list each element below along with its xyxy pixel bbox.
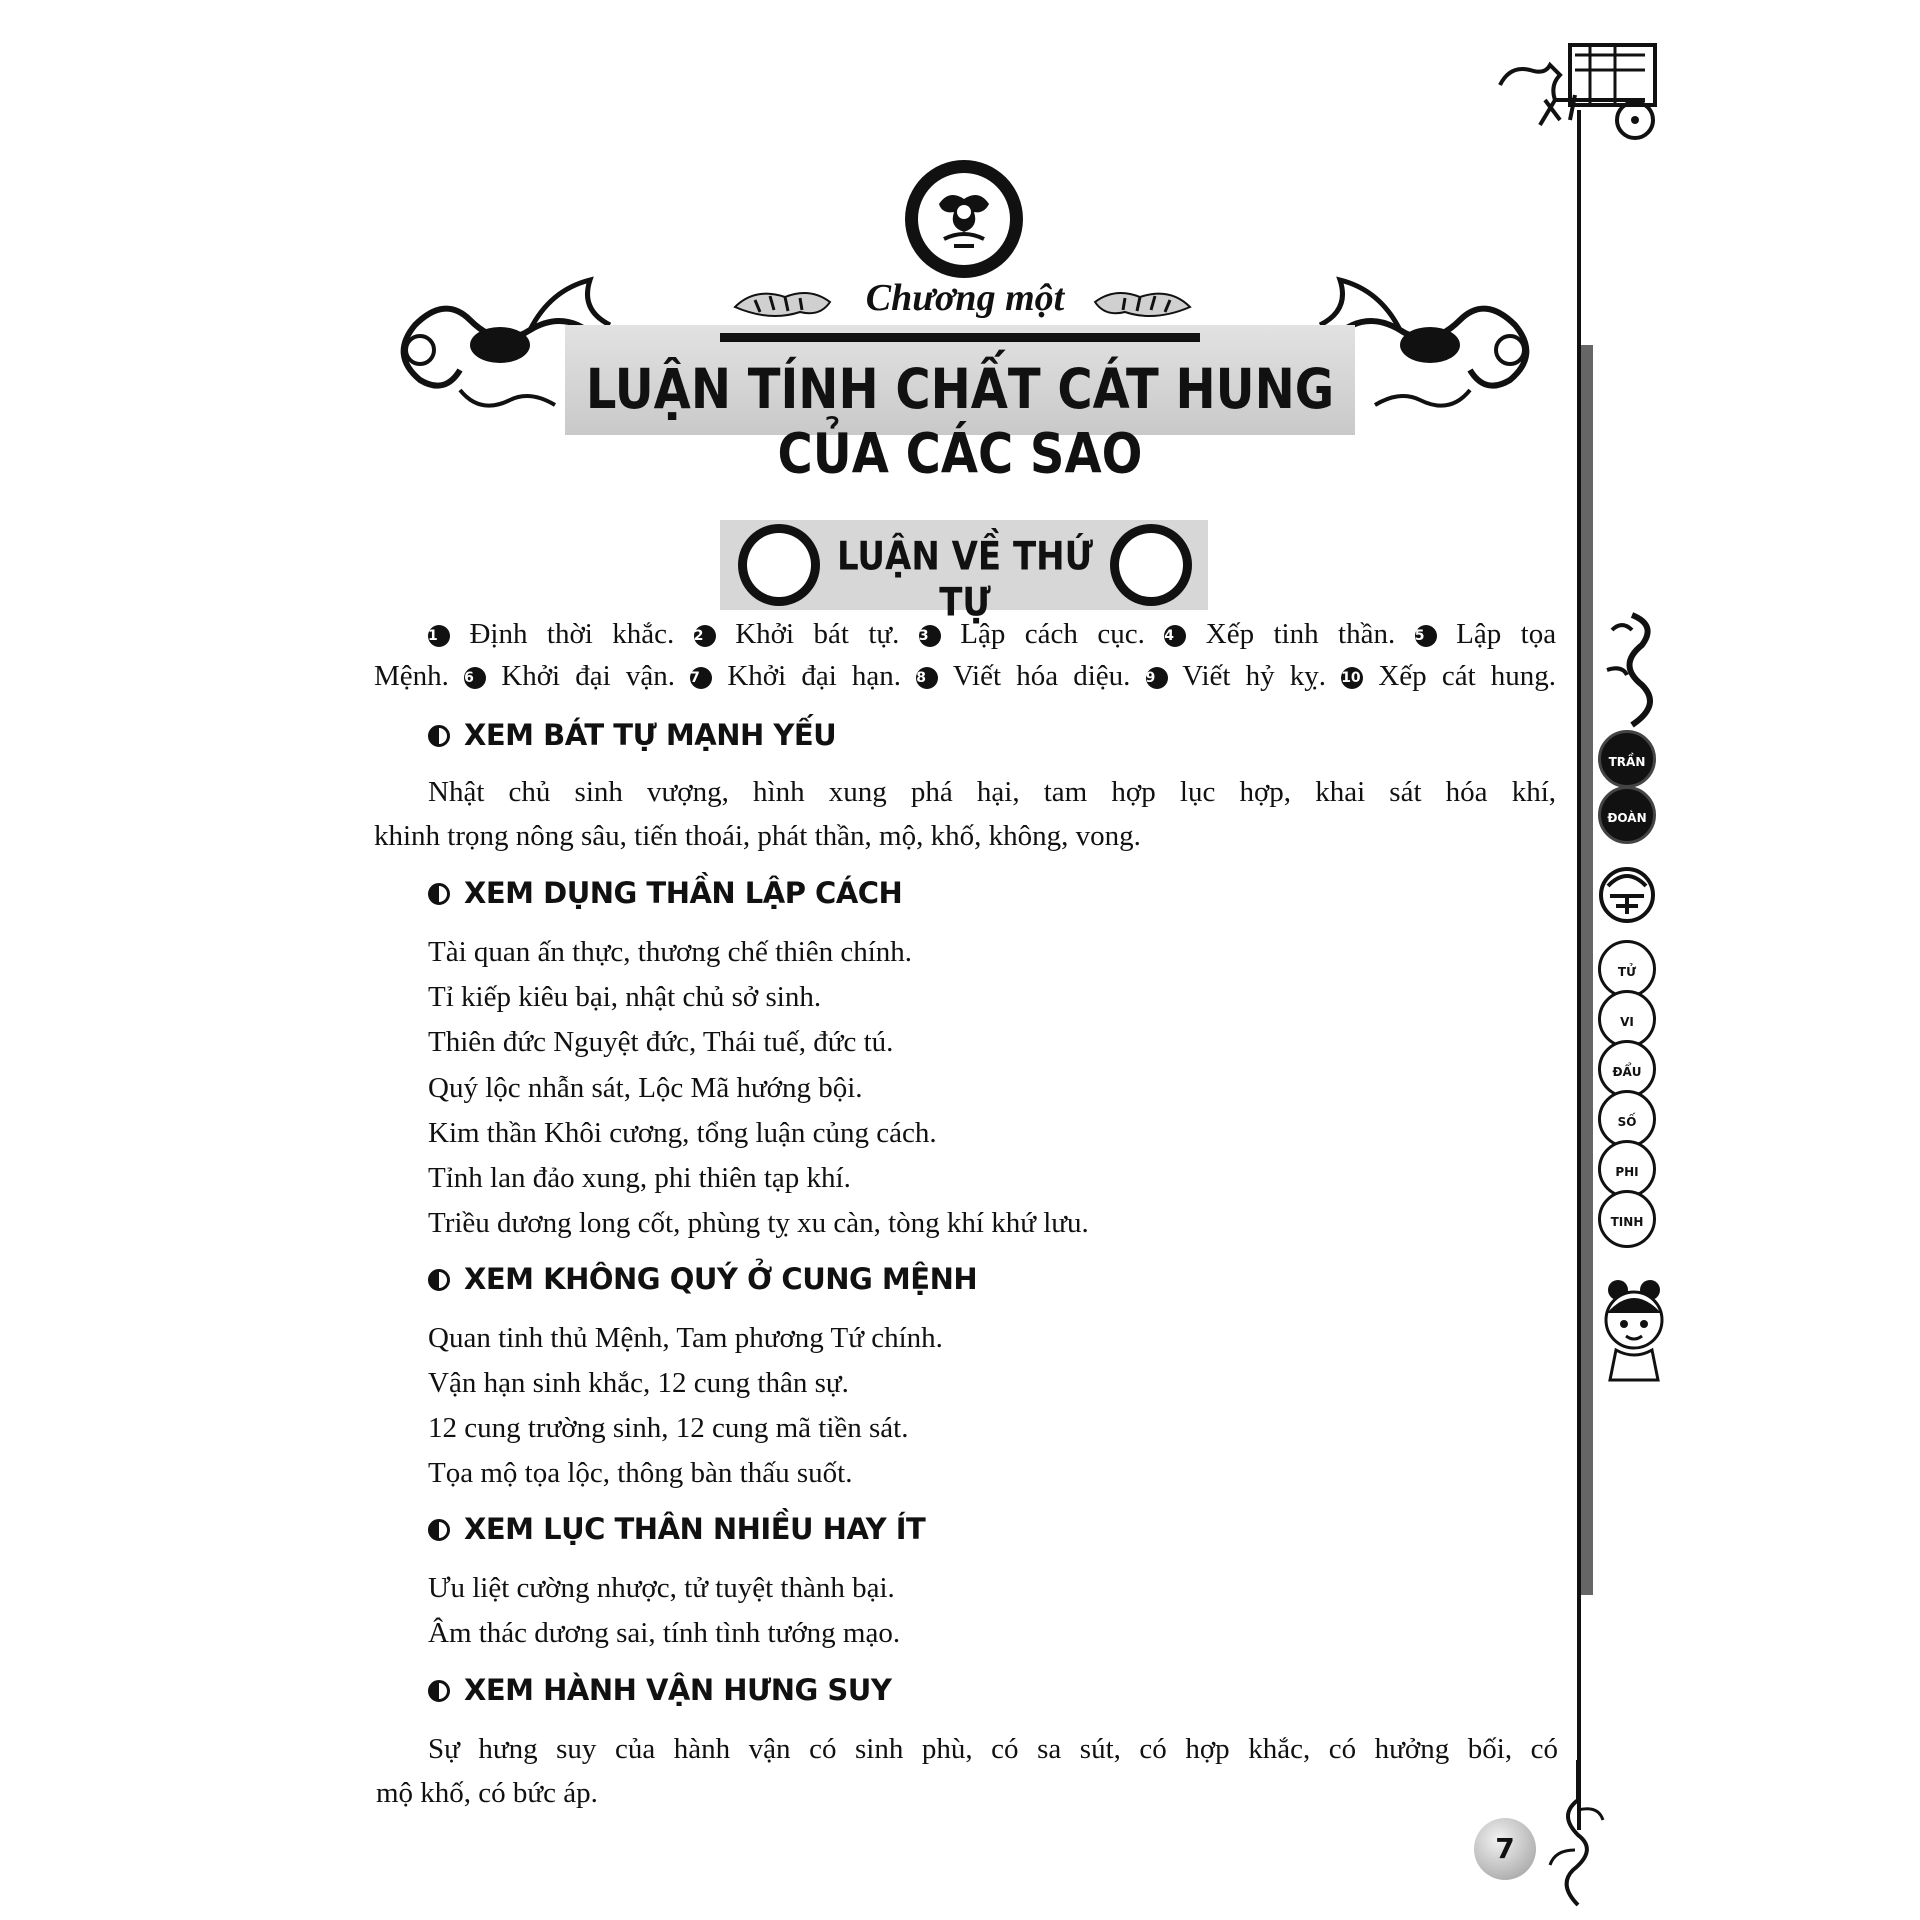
section-heading: XEM HÀNH VẬN HƯNG SUY [428,1673,891,1707]
list-item: 4 Xếp tinh thần. [1164,618,1396,650]
section-heading: XEM LỤC THÂN NHIỀU HAY ÍT [428,1512,925,1546]
list-item: 2 Khởi bát tự. [693,618,900,650]
section-heading: XEM KHÔNG QUÝ Ở CUNG MỆNH [428,1262,977,1296]
list-item: 9 Viết hỷ kỵ. [1145,660,1327,692]
side-token: ĐOÀN [1598,786,1656,844]
verse-line: Tài quan ấn thực, thương chế thiên chính. [428,936,913,968]
yin-yang-icon [428,1519,450,1541]
section-heading: XEM BÁT TỰ MẠNH YẾU [428,718,836,752]
bottom-vine-ornament [1540,1760,1610,1910]
list-item: Mệnh. [374,660,449,692]
list-item: 1 Định thời khắc. [428,618,675,650]
side-token: TỬ [1598,940,1656,998]
paragraph-line: Nhật chủ sinh vượng, hình xung phá hại, tam hợp lục hợp, khai sát hóa khí, [428,776,1556,808]
verse-line: Triều dương long cốt, phùng tỵ xu càn, tòng khí khứ lưu. [428,1207,1089,1239]
list-item: 7 Khởi đại hạn. [690,660,902,692]
intro-line-1 [428,612,1556,656]
left-qilin-icon [738,524,820,606]
yin-yang-icon [428,1680,450,1702]
side-token: VI [1598,990,1656,1048]
section-subtitle: LUẬN VỀ THỨ TỰ [836,534,1094,626]
verse-line: Tỉnh lan đảo xung, phi thiên tạp khí. [428,1162,851,1194]
paragraph-line: Sự hưng suy của hành vận có sinh phù, có sa sút, có hợp khắc, có hưởng bối, có [428,1733,1558,1765]
list-item: 6 Khởi đại vận. [464,660,675,692]
side-token: PHI [1598,1140,1656,1198]
horse-carriage-illustration [1495,40,1665,150]
verse-line: Ưu liệt cường nhược, tử tuyệt thành bại. [428,1572,895,1604]
qilin-icon [929,184,999,254]
yin-yang-icon [428,725,450,747]
section-heading: XEM DỤNG THẦN LẬP CÁCH [428,876,902,910]
right-qilin-icon [1110,524,1192,606]
list-item: 8 Viết hóa diệu. [916,660,1131,692]
page-number: 7 [1474,1818,1536,1880]
list-item: 3 Lập cách cục. [918,618,1145,650]
verse-line: Tọa mộ tọa lộc, thông bàn thấu suốt. [428,1457,853,1489]
verse-line: Quan tinh thủ Mệnh, Tam phương Tứ chính. [428,1322,943,1354]
verse-line: Tỉ kiếp kiêu bại, nhật chủ sở sinh. [428,981,822,1013]
side-token: ĐẨU [1598,1040,1656,1098]
verse-line: 12 cung trường sinh, 12 cung mã tiền sát. [428,1412,909,1444]
verse-line: Quý lộc nhẫn sát, Lộc Mã hướng bội. [428,1072,863,1104]
verse-line: Thiên đức Nguyệt đức, Thái tuế, đức tú. [428,1026,894,1058]
chapter-title: LUẬN TÍNH CHẤT CÁT HUNG CỦA CÁC SAO [585,357,1335,487]
chapter-label: Chương một [865,277,1065,319]
ornament-icon [1598,866,1656,924]
verse-line: Kim thần Khôi cương, tổng luận củng cách. [428,1117,937,1149]
title-rule [720,333,1200,342]
chapter-emblem [905,160,1023,278]
intro-line-2 [374,654,1556,698]
paragraph-line: khinh trọng nông sâu, tiến thoái, phát thần, mộ, khố, không, vong. [374,820,1141,852]
verse-line: Âm thác dương sai, tính tình tướng mạo. [428,1617,901,1649]
list-item: 5 Lập tọa [1414,618,1557,650]
side-token: TINH [1598,1190,1656,1248]
side-token: SỐ [1598,1090,1656,1148]
child-mascot-illustration [1598,1278,1668,1388]
margin-band [1581,345,1593,1595]
list-item: 10 Xếp cát hung. [1341,660,1557,692]
verse-line: Vận hạn sinh khắc, 12 cung thân sự. [428,1367,849,1399]
yin-yang-icon [428,1269,450,1291]
side-token: TRẦN [1598,730,1656,788]
yin-yang-icon [428,883,450,905]
paragraph-line: mộ khố, có bức áp. [376,1777,598,1809]
small-dragon-icon [1592,610,1662,730]
